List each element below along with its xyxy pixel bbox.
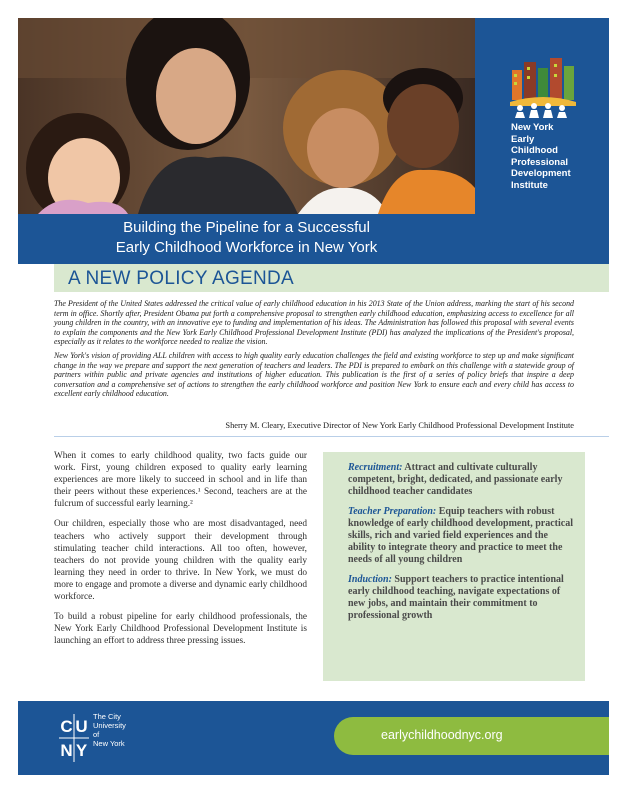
body-paragraph: When it comes to early childhood quality, two facts guide our work. First, young children exposed to quality early learning experiences are more likely to succeed in school and in life than their peers without these experiences.¹ Second, teachers are at the fulcrum of successful early learning.² <box>54 451 307 510</box>
website-link[interactable]: earlychildhoodnyc.org <box>381 728 503 742</box>
callout-item <box>348 462 573 499</box>
title-line-2: Early Childhood Workforce in New York <box>115 239 378 256</box>
callout-text: Support teachers to practice intentional early childhood teaching, navigate expectations of new jobs, and maintain their commitment to professional growth <box>348 573 564 622</box>
cuny-letter-u: U <box>75 717 88 736</box>
cuny-letter-n: N <box>60 741 73 760</box>
callout-text: Equip teachers with robust knowledge of early childhood development, practical skills, rich and varied field experiences and the ability to integrate theory and practice to meet the needs of all young children <box>348 505 573 566</box>
cuny-logo-icon <box>59 714 89 762</box>
website-pill[interactable] <box>334 717 609 755</box>
hero-photo <box>18 18 475 214</box>
callout-term: Induction: <box>348 573 392 585</box>
signature: Sherry M. Cleary, Executive Director of New York Early Childhood Professional Development Institute <box>225 421 574 430</box>
institute-name: New York Early Childhood Professional Development Institute <box>511 122 571 191</box>
body-column <box>54 450 307 655</box>
callout-term: Teacher Preparation: <box>348 505 437 517</box>
cuny-letter-c: C <box>60 717 73 736</box>
cuny-name: The City University of New York <box>93 712 126 748</box>
priorities-callout <box>323 452 585 681</box>
divider <box>54 436 609 437</box>
institute-brand-panel <box>475 18 609 264</box>
intro-paragraph: The President of the United States addressed the critical value of early childhood education in his 2013 State of the Union address, marking the start of his second term in office. Shortly after, President Obama put forth a comprehensive proposal to strengthen early childhood education, emphasizing access to excellence for all young children in the country, with an innovative eye to funding and implementation of his ideas. The Administration has followed this proposal with several events to explain the components and the New York Early Childhood Professional Development Institute (PDI) has analyzed the implications of the President's proposal, especially as it relates to the workforce needed to realize the vision. <box>54 299 574 347</box>
body-paragraph: Our children, especially those who are most disadvantaged, need teachers who actively support their development through stimulating teacher child interactions. All too often, however, teachers do not provide young children with the quality early learning they need in order to thrive. In New York, we must do more to engage and promote a diverse and dynamic early childhood workforce. <box>54 519 307 603</box>
callout-item <box>348 574 573 623</box>
cuny-letter-y: Y <box>75 741 88 760</box>
page-title <box>18 214 475 264</box>
footer <box>18 701 609 775</box>
callout-term: Recruitment: <box>348 462 403 473</box>
section-title: A NEW POLICY AGENDA <box>68 268 295 289</box>
intro-paragraph: New York's vision of providing ALL children with access to high quality early education challenges the field and existing workforce to step up and make significant change in the way we prepare and support the next generation of teachers and leaders. The PDI is prepared to embark on this challenge with a statewide group of partners within public and private agencies and institutions of higher education. This publication is the first of a series of policy briefs that inspire a deep conversation and a comprehensive set of actions to strengthen the early childhood workforce and position New York to ensure each and every child has access to excellent early childhood education. <box>54 350 574 399</box>
institute-logo-icon <box>510 52 576 118</box>
title-line-1: Building the Pipeline for a Successful <box>123 219 370 236</box>
section-header <box>54 264 609 292</box>
callout-item <box>348 506 573 567</box>
body-paragraph: To build a robust pipeline for early childhood professionals, the New York Early Childhood Professional Development Institute is launching an effort to address three pressing issues. <box>54 612 307 647</box>
callout-text: Attract and cultivate culturally competent, bright, dedicated, and passionate early childhood teacher candidates <box>348 462 563 498</box>
intro-text <box>54 299 574 403</box>
